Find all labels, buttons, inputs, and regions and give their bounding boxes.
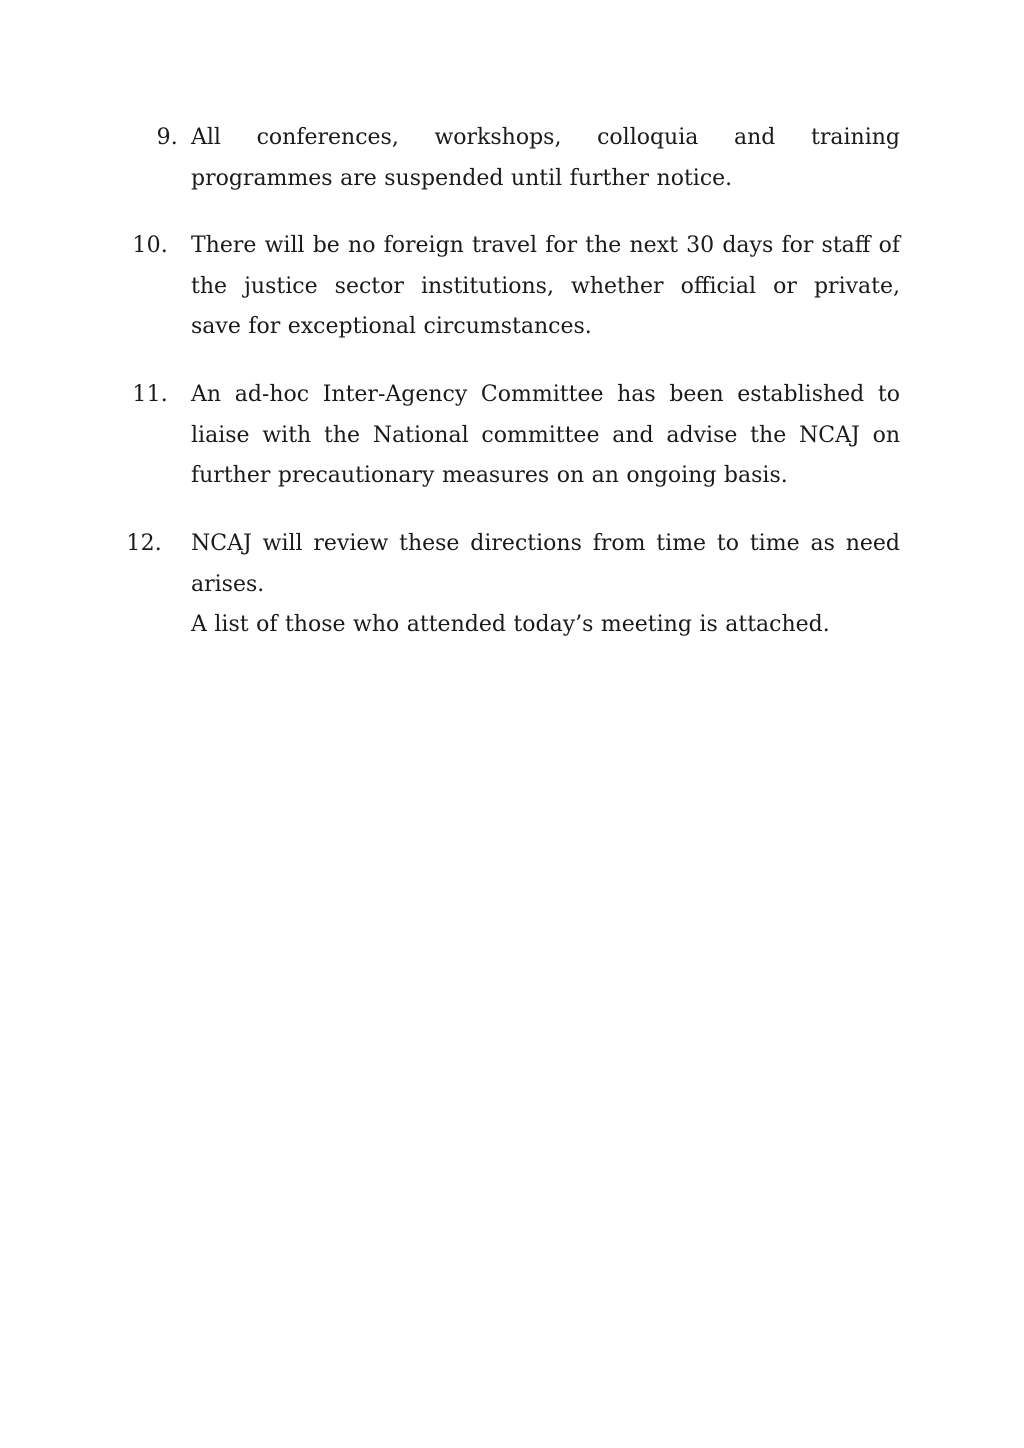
item-text [191, 118, 900, 199]
text-line: All conferences, workshops, colloquia and training [191, 125, 900, 150]
closing-note: A list of those who attended today’s meeting is attached. [191, 612, 830, 637]
text-line: further precautionary measures on an ongoing basis. [191, 463, 788, 488]
text-line: There will be no foreign travel for the next 30 days for staff of [191, 233, 900, 258]
text-line: the justice sector institutions, whether official or private, [191, 273, 900, 299]
text-line: NCAJ will review these directions from time to time as need [191, 531, 900, 556]
item-text [191, 226, 900, 348]
item-number: 9. [156, 125, 178, 150]
item-number: 11. [132, 382, 168, 407]
item-number: 10. [132, 233, 168, 258]
item-number: 12. [126, 531, 162, 556]
item-text [191, 524, 900, 646]
text-line: An ad-hoc Inter-Agency Committee has been established to [191, 382, 900, 407]
text-line: arises. [191, 571, 265, 597]
text-line: save for exceptional circumstances. [191, 314, 592, 339]
text-line: programmes are suspended until further notice. [191, 165, 733, 191]
item-text [191, 375, 900, 497]
text-line: liaise with the National committee and advise the NCAJ on [191, 422, 900, 448]
